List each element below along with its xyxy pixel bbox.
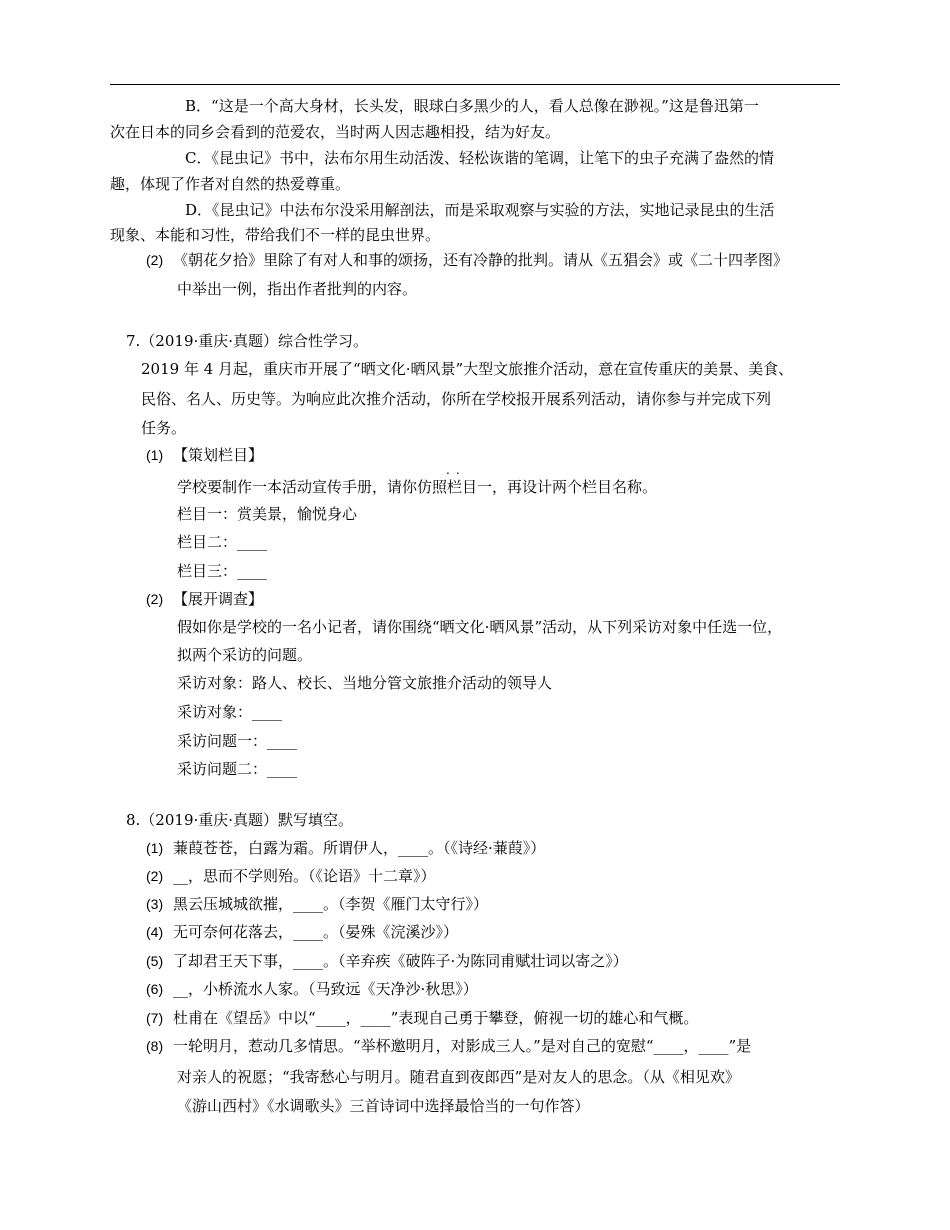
q7-header: 7.（2019·重庆·真题）综合性学习。 <box>126 332 369 350</box>
q7-sub2-line1: 假如你是学校的一名小记者，请你围绕“晒文化·晒风景”活动，从下列采访对象中任选一位， <box>177 618 783 636</box>
q7-sub1-column1: 栏目一：赏美景，愉悦身心 <box>177 505 358 523</box>
q7-intro-line2: 民俗、名人、历史等。为响应此次推介活动，你所在学校报开展系列活动，请你参与并完成下列 <box>141 390 772 408</box>
q8-item-number: (5) <box>146 953 164 969</box>
q7-sub1-column3: 栏目三：____ <box>177 562 268 580</box>
q7-sub2-question1: 采访问题一：____ <box>177 732 298 750</box>
q6-option-c-line1: C．《昆虫记》书中，法布尔用生动活泼、轻松诙谐的笔调，让笔下的虫子充满了盎然的情 <box>185 149 774 167</box>
q7-sub2-targets: 采访对象：路人、校长、当地分管文旅推介活动的领导人 <box>177 674 553 692</box>
q8-item-text: 蒹葭苍苍，白露为霜。所谓伊人，____。（《诗经·蒹葭》） <box>173 839 546 857</box>
q6-option-d-line1: D．《昆虫记》中法布尔没采用解剖法，而是采取观察与实验的方法，实地记录昆虫的生活 <box>185 201 775 219</box>
q7-sub1-column2: 栏目二：____ <box>177 533 268 551</box>
header-rule <box>110 84 840 85</box>
q7-sub2-question2: 采访问题二：____ <box>177 760 298 778</box>
q6-option-b-line1: B．“这是一个高大身材，长头发，眼球白多黑少的人，看人总像在渺视。”这是鲁迅第一 <box>185 97 759 115</box>
q8-header: 8.（2019·重庆·真题）默写填空。 <box>126 811 354 829</box>
q8-item-text: 黑云压城城欲摧，____。（李贺《雁门太守行》） <box>173 895 489 913</box>
q8-item-text: 一轮明月，惹动几多情思。“举杯邀明月，对影成三人。”是对自己的宽慰“____，____”是 <box>173 1037 752 1055</box>
q8-item-number: (1) <box>146 840 164 856</box>
q7-sub2-line2: 拟两个采访的问题。 <box>177 646 313 664</box>
q8-item-text: __，小桥流水人家。（马致远《天净沙·秋思》） <box>173 980 478 998</box>
q6-sub2-number: (2) <box>146 252 164 268</box>
q8-item-text: 无可奈何花落去，____。（晏殊《浣溪沙》） <box>173 923 459 941</box>
q7-sub1-instruction: 学校要制作一本活动宣传手册，请你仿照栏目一，再设计两个栏目名称。 <box>177 478 658 496</box>
q8-item-number: (7) <box>146 1010 164 1026</box>
q8-item-number: (2) <box>146 868 164 884</box>
q8-item-text: 杜甫在《望岳》中以“____，____”表现自己勇于攀登，俯视一切的雄心和气概。 <box>173 1009 699 1027</box>
q7-sub1-title: 【策划栏目】 <box>173 446 264 464</box>
emphasis-dots: .. <box>446 463 466 477</box>
q8-item-text: __，思而不学则殆。（《论语》十二章》） <box>173 867 436 885</box>
q6-sub2-line1: 《朝花夕拾》里除了有对人和事的颂扬，还有冷静的批判。请从《五猖会》或《二十四孝图》 <box>173 251 789 269</box>
q8-item8-line3: 《游山西村》《水调歌头》三首诗词中选择最恰当的一句作答） <box>177 1097 590 1115</box>
q7-sub1-number: (1) <box>146 447 164 463</box>
q7-intro-line3: 任务。 <box>141 419 187 437</box>
q6-sub2-line2: 中举出一例，指出作者批判的内容。 <box>177 280 418 298</box>
q8-item-number: (6) <box>146 981 164 997</box>
q6-option-c-line2: 趣，体现了作者对自然的热爱尊重。 <box>110 175 351 193</box>
q7-sub2-title: 【展开调查】 <box>173 590 264 608</box>
q8-item-text: 了却君王天下事，____。（辛弃疾《破阵子·为陈同甫赋壮词以寄之》） <box>173 952 628 970</box>
q6-option-b-line2: 次在日本的同乡会看到的范爱农，当时两人因志趣相投，结为好友。 <box>110 123 561 141</box>
q7-sub2-target-answer: 采访对象：____ <box>177 703 283 721</box>
q8-item-number: (3) <box>146 896 164 912</box>
q6-option-d-line2: 现象、本能和习性，带给我们不一样的昆虫世界。 <box>110 226 441 244</box>
q7-intro-line1: 2019 年 4 月起，重庆市开展了“晒文化·晒风景”大型文旅推介活动，意在宣传重庆的美景、美食、 <box>141 360 794 378</box>
q8-item8-line2: 对亲人的祝愿；“我寄愁心与明月。随君直到夜郎西”是对友人的思念。（从《相见欢》 <box>177 1068 740 1086</box>
q8-item-number: (8) <box>146 1038 164 1054</box>
q8-item-number: (4) <box>146 924 164 940</box>
q7-sub2-number: (2) <box>146 591 164 607</box>
